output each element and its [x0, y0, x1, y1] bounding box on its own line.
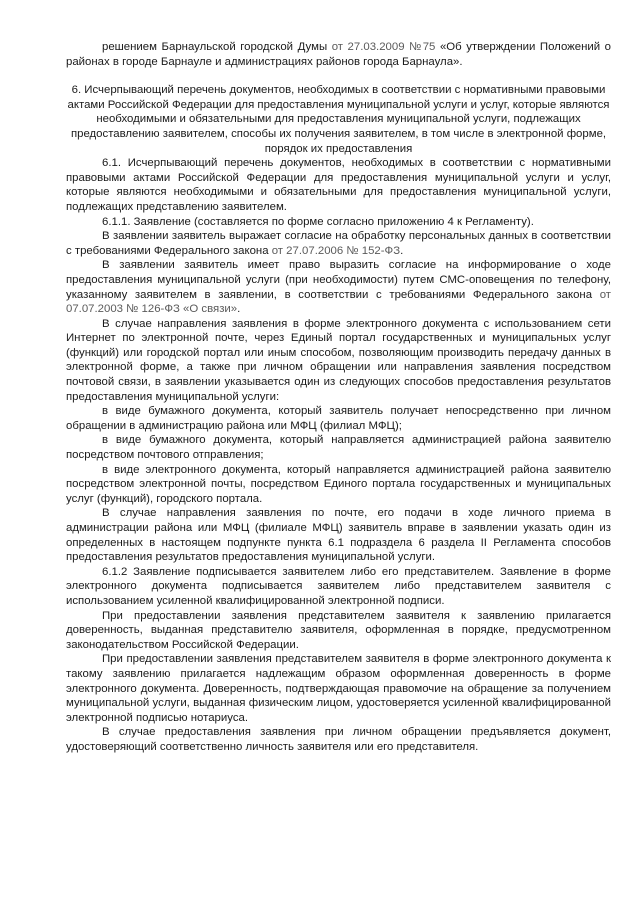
paper-personal-option: в виде бумажного документа, который заявитель получает непосредственно при личном обращении в администрацию района или МФЦ (филиал МФЦ); [66, 405, 611, 432]
law-126-link[interactable]: от 07.07.2003 № 126-ФЗ «О связи» [66, 288, 611, 316]
post-submission-paragraph: В случае направления заявления по почте, его подачи в ходе личного приема в администрации района или МФЦ (филиале МФЦ) заявитель вправе в заявлении указать один из определенных в настоящем подпункте пункта 6.1 подраздела 6 раздела II Регламента способов предоставления результатов предоставления муниципальной услуги. [66, 507, 611, 564]
intro-paragraph [66, 40, 611, 69]
electronic-submission-paragraph: В случае направления заявления в форме электронного документа с использованием сети Интернет по электронной почте, через Единый портал государственных и муниципальных услуг (функций) или городской портал или иным способом, позволяющим производить передачу данных в электронной форме, а также при личном обращении или направления заявления посредством почтовой связи, в заявлении указывается один из следующих способов предоставления результатов предоставления муниципальной услуги: [66, 317, 611, 403]
decision-reference-link[interactable]: от 27.03.2009 №75 [331, 41, 436, 53]
consent-paragraph [66, 229, 611, 258]
sms-paragraph [66, 258, 611, 316]
electronic-document-option: в виде электронного документа, который направляется администрацией района заявителю посредством электронной почты, посредством Единого портала государственных и муниципальных услуг (функций), городского портала. [66, 463, 611, 505]
paragraph-6-1-1: 6.1.1. Заявление (составляется по форме согласно приложению 4 к Регламенту). [102, 215, 534, 228]
law-152-link[interactable]: от 27.07.2006 № 152-ФЗ [271, 244, 401, 257]
consent-prefix: В заявлении заявитель выражает согласие на обработку персональных данных в соответствии с требованиями Федерального закона [66, 230, 611, 257]
section-heading: 6. Исчерпывающий перечень документов, необходимых в соответствии с нормативными правовыми актами Российской Федерации для предоставления муниципальной услуги и услуг, которые являются необходимыми и обязательными для предоставления муниципальной услуги, подлежащих предоставлению заявителем, способы их получения заявителем, в том числе в электронной форме, порядок их предоставления [67, 84, 610, 155]
electronic-attorney-paragraph: При предоставлении заявления представителем заявителя в форме электронного документа к такому заявлению прилагается надлежащим образом оформленная доверенность в форме электронного документа. Доверенность, подтверждающая правомочие на обращение за получением муниципальной услуги, выданная физическим лицом, удостоверяется усиленной квалифицированной электронной подписью нотариуса. [66, 653, 611, 724]
paragraph-6-1-2: 6.1.2 Заявление подписывается заявителем либо его представителем. Заявление в форме электронного документа подписывается заявителем либо представителем заявителя с использованием усиленной квалифицированной электронной подписи. [66, 565, 611, 607]
power-of-attorney-paragraph: При предоставлении заявления представителем заявителя к заявлению прилагается доверенность, выданная представителю заявителя, оформленная в порядке, предусмотренном законодательством Российской Федерации. [66, 609, 611, 651]
intro-suffix: «Об утверждении Положений о районах в городе Барнауле и администрациях районов города Барнаула». [66, 41, 612, 68]
sms-prefix: В заявлении заявитель имеет право выразить согласие на информирование о ходе предоставления муниципальной услуги (при необходимости) путем СМС-оповещения по телефону, указанному заявителем в заявлении, в соответствии с требованиями Федерального закона [66, 259, 611, 301]
paper-mail-option: в виде бумажного документа, который направляется администрацией района заявителю посредством почтового отправления; [66, 434, 611, 462]
sms-suffix: . [237, 303, 241, 316]
identity-document-paragraph: В случае предоставления заявления при личном обращении предъявляется документ, удостоверяющий соответственно личность заявителя или его представителя. [66, 726, 611, 753]
paragraph-6-1: 6.1. Исчерпывающий перечень документов, необходимых в соответствии с нормативными правовыми актами Российской Федерации для предоставления муниципальной услуги и услуг, которые являются необходимыми и обязательными для предоставления муниципальной услуги, подлежащих представлению заявителем. [66, 157, 611, 213]
intro-prefix: решением Барнаульской городской Думы [102, 41, 332, 53]
consent-suffix: . [400, 244, 404, 257]
document-page [66, 40, 611, 755]
